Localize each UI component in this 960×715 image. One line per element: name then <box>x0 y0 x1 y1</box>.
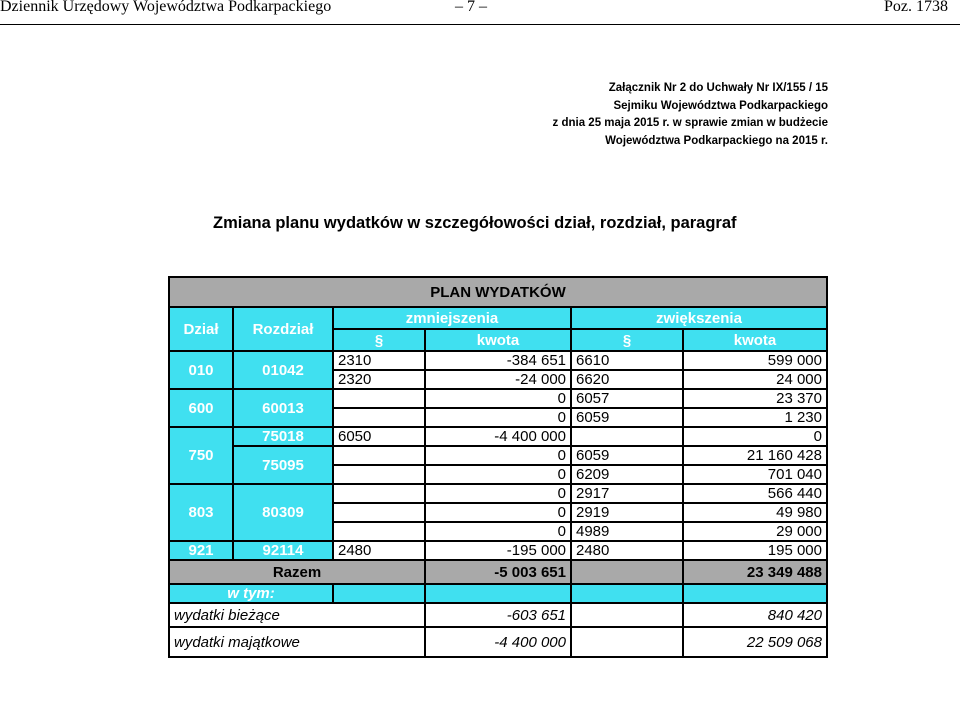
zm-kwota-cell: -195 000 <box>425 541 571 560</box>
zm-par-cell: 6050 <box>333 427 425 446</box>
rozdzial-cell: 01042 <box>233 351 333 389</box>
zm-kwota-cell: 0 <box>425 484 571 503</box>
zw-kwota-cell: 21 160 428 <box>683 446 827 465</box>
zw-par-cell: 6209 <box>571 465 683 484</box>
zw-kwota-cell: 566 440 <box>683 484 827 503</box>
annex-note <box>553 80 828 150</box>
zm-kwota-cell: -4 400 000 <box>425 427 571 446</box>
zw-par-cell: 6057 <box>571 389 683 408</box>
zm-kwota-cell: 0 <box>425 465 571 484</box>
journal-title: Dziennik Urzędowy Województwa Podkarpackiego <box>0 0 332 15</box>
annex-line-1: Załącznik Nr 2 do Uchwały Nr IX/155 / 15 <box>608 82 828 94</box>
zm-kwota-cell: 0 <box>425 503 571 522</box>
zm-par-cell <box>333 389 425 408</box>
annex-line-4: Województwa Podkarpackiego na 2015 r. <box>605 134 828 147</box>
dzial-cell: 010 <box>169 351 233 389</box>
plan-header: PLAN WYDATKÓW <box>169 277 827 307</box>
zm-kwota-cell: -24 000 <box>425 370 571 389</box>
zw-par-cell: 2480 <box>571 541 683 560</box>
zw-par-cell: 6059 <box>571 446 683 465</box>
majatkowe-label: wydatki majątkowe <box>169 627 425 657</box>
razem-label: Razem <box>169 560 425 584</box>
zm-par-cell <box>333 408 425 427</box>
zw-par-cell: 6620 <box>571 370 683 389</box>
zw-kwota-cell: 599 000 <box>683 351 827 370</box>
rozdzial-cell: 75018 <box>233 427 333 446</box>
zw-kwota-cell: 1 230 <box>683 408 827 427</box>
zw-kwota-cell: 195 000 <box>683 541 827 560</box>
zw-kwota-cell: 23 370 <box>683 389 827 408</box>
zm-kwota-cell: 0 <box>425 522 571 541</box>
zm-par-cell <box>333 484 425 503</box>
zm-par-cell <box>333 465 425 484</box>
zw-par-cell: 6059 <box>571 408 683 427</box>
zm-kwota-cell: 0 <box>425 408 571 427</box>
dzial-cell: 803 <box>169 484 233 541</box>
majatkowe-zw-kwota: 22 509 068 <box>683 627 827 657</box>
rozdzial-cell: 80309 <box>233 484 333 541</box>
zw-kwota-cell: 701 040 <box>683 465 827 484</box>
rozdzial-cell: 75095 <box>233 446 333 484</box>
zw-par-cell: 6610 <box>571 351 683 370</box>
annex-line-3: z dnia 25 maja 2015 r. w sprawie zmian w budżecie <box>552 117 828 129</box>
zm-kwota-cell: 0 <box>425 389 571 408</box>
razem-zm-kwota: -5 003 651 <box>425 560 571 584</box>
expenditure-table <box>168 276 828 658</box>
w-tym-empty <box>425 584 571 603</box>
zm-par-cell <box>333 446 425 465</box>
zw-par-cell: 2917 <box>571 484 683 503</box>
zm-kwota-cell: 0 <box>425 446 571 465</box>
w-tym-label: w tym: <box>169 584 333 603</box>
biezace-label: wydatki bieżące <box>169 603 425 627</box>
zm-par-cell <box>333 522 425 541</box>
page-header <box>0 0 960 25</box>
page-number: – 7 – <box>455 0 487 15</box>
zw-kwota-cell: 49 980 <box>683 503 827 522</box>
zw-par-cell: 4989 <box>571 522 683 541</box>
majatkowe-zm-kwota: -4 400 000 <box>425 627 571 657</box>
col-header-rozdzial: Rozdział <box>233 307 333 351</box>
razem-zw-par-empty <box>571 560 683 584</box>
zw-par-cell: 2919 <box>571 503 683 522</box>
position-number: Poz. 1738 <box>884 0 948 15</box>
zw-par-cell <box>571 427 683 446</box>
document-title: Zmiana planu wydatków w szczegółowości dział, rozdział, paragraf <box>213 214 737 232</box>
biezace-empty <box>571 603 683 627</box>
biezace-zm-kwota: -603 651 <box>425 603 571 627</box>
col-header-dzial: Dział <box>169 307 233 351</box>
majatkowe-empty <box>571 627 683 657</box>
zw-kwota-cell: 29 000 <box>683 522 827 541</box>
dzial-cell: 750 <box>169 427 233 484</box>
biezace-zw-kwota: 840 420 <box>683 603 827 627</box>
razem-zw-kwota: 23 349 488 <box>683 560 827 584</box>
dzial-cell: 600 <box>169 389 233 427</box>
dzial-cell: 921 <box>169 541 233 560</box>
rozdzial-cell: 60013 <box>233 389 333 427</box>
col-header-zw-par: § <box>571 329 683 351</box>
zm-par-cell: 2480 <box>333 541 425 560</box>
col-header-zm-kwota: kwota <box>425 329 571 351</box>
zm-par-cell <box>333 503 425 522</box>
col-header-zwiekszenia: zwiększenia <box>571 307 827 329</box>
zm-kwota-cell: -384 651 <box>425 351 571 370</box>
zm-par-cell: 2320 <box>333 370 425 389</box>
col-header-zw-kwota: kwota <box>683 329 827 351</box>
zm-par-cell: 2310 <box>333 351 425 370</box>
w-tym-empty <box>571 584 683 603</box>
w-tym-empty <box>683 584 827 603</box>
zw-kwota-cell: 0 <box>683 427 827 446</box>
zw-kwota-cell: 24 000 <box>683 370 827 389</box>
w-tym-empty <box>333 584 425 603</box>
col-header-zm-par: § <box>333 329 425 351</box>
rozdzial-cell: 92114 <box>233 541 333 560</box>
col-header-zmniejszenia: zmniejszenia <box>333 307 571 329</box>
annex-line-2: Sejmiku Województwa Podkarpackiego <box>613 99 828 112</box>
